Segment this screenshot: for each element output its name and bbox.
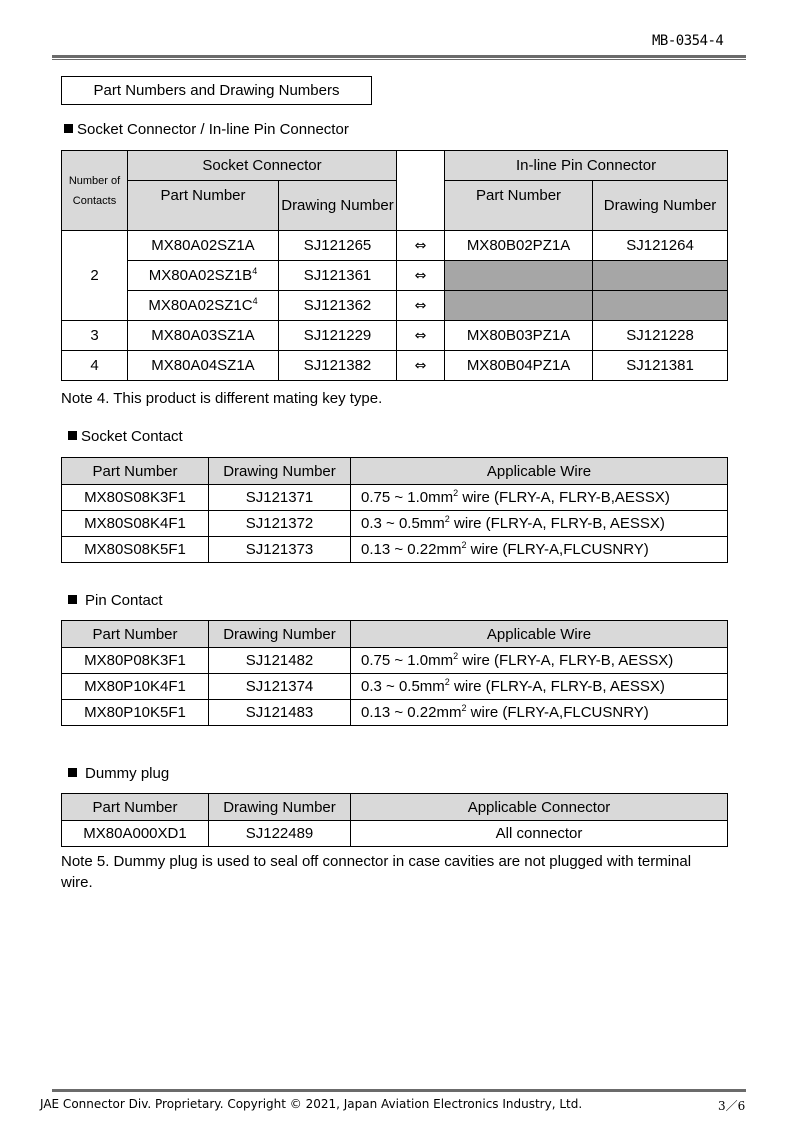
header-part-number: Part Number: [62, 458, 209, 485]
footer-rule: [52, 1089, 746, 1093]
socket-part-cell: $MX80A02SZ1B^4$: [128, 261, 279, 291]
table-row: [62, 291, 728, 321]
section-heading-socket-connector: Socket Connector / In-line Pin Connector: [64, 121, 349, 139]
header-part-number: Part Number: [62, 794, 209, 821]
table-row: [62, 351, 728, 381]
socket-contact-table: [61, 457, 728, 563]
table-row: [62, 321, 728, 351]
square-bullet-icon: [68, 431, 77, 440]
dummy-plug-table: [61, 793, 728, 847]
section-heading-socket-contact: Socket Contact: [68, 428, 183, 446]
mating-arrow-icon: ⇔: [397, 351, 445, 381]
pin-part-cell: MX80B02PZ1A: [445, 231, 593, 261]
table-row: [62, 261, 728, 291]
pin-part-cell: MX80B04PZ1A: [445, 351, 593, 381]
square-bullet-icon: [68, 768, 77, 777]
header-applicable-wire: Applicable Wire: [351, 458, 728, 485]
header-drawing-number: Drawing Number: [209, 794, 351, 821]
header-socket-drawing-number: Drawing Number: [279, 181, 397, 231]
pin-drawing-cell: SJ121228: [593, 321, 728, 351]
drawing-cell: SJ121482: [209, 648, 351, 674]
header-drawing-number: Drawing Number: [209, 621, 351, 648]
empty-pin-part-cell: [445, 261, 593, 291]
part-cell: MX80A000XD1: [62, 821, 209, 847]
part-cell: MX80P10K5F1: [62, 700, 209, 726]
socket-part-cell: MX80A02SZ1A: [128, 231, 279, 261]
section-heading-dummy-plug: Dummy plug: [68, 765, 169, 783]
wire-cell: 0.13 ~ $0.22mm^2$ wire (FLRY-A,FLCUSNRY): [351, 537, 728, 563]
header-number-of-contacts: Number of Contacts: [62, 151, 128, 231]
footer-copyright: JAE Connector Div. Proprietary. Copyright © 2021, Japan Aviation Electronics Industry, Ltd.: [40, 1097, 583, 1111]
connector-cell: All connector: [351, 821, 728, 847]
page-number: 3／6: [718, 1099, 746, 1113]
socket-part-cell: MX80A04SZ1A: [128, 351, 279, 381]
drawing-cell: SJ122489: [209, 821, 351, 847]
header-drawing-number: Drawing Number: [209, 458, 351, 485]
header-blank: [397, 151, 445, 231]
mating-arrow-icon: ⇔: [397, 291, 445, 321]
table-row: [62, 537, 728, 563]
wire-cell: 0.75 ~ $1.0mm^2$ wire (FLRY-A, FLRY-B, AESSX): [351, 648, 728, 674]
wire-cell: 0.3 ~ $0.5mm^2$ wire (FLRY-A, FLRY-B, AESSX): [351, 674, 728, 700]
drawing-cell: SJ121372: [209, 511, 351, 537]
table-row: [62, 511, 728, 537]
header-applicable-wire: Applicable Wire: [351, 621, 728, 648]
wire-cell: 0.13 ~ $0.22mm^2$ wire (FLRY-A,FLCUSNRY): [351, 700, 728, 726]
socket-drawing-cell: SJ121382: [279, 351, 397, 381]
socket-part-cell: MX80A03SZ1A: [128, 321, 279, 351]
contacts-cell: 4: [62, 351, 128, 381]
table-row: [62, 674, 728, 700]
header-socket-connector: Socket Connector: [128, 151, 397, 181]
drawing-cell: SJ121373: [209, 537, 351, 563]
table-row: [62, 231, 728, 261]
drawing-cell: SJ121371: [209, 485, 351, 511]
empty-pin-drawing-cell: [593, 291, 728, 321]
pin-part-cell: MX80B03PZ1A: [445, 321, 593, 351]
socket-connector-table: [61, 150, 728, 381]
part-cell: MX80P10K4F1: [62, 674, 209, 700]
drawing-cell: SJ121374: [209, 674, 351, 700]
table-row: [62, 485, 728, 511]
mating-arrow-icon: ⇔: [397, 231, 445, 261]
socket-drawing-cell: SJ121229: [279, 321, 397, 351]
contacts-cell: 3: [62, 321, 128, 351]
pin-contact-table: [61, 620, 728, 726]
header-pin-part-number: Part Number: [445, 181, 593, 231]
header-rule: [52, 55, 746, 60]
socket-drawing-cell: SJ121361: [279, 261, 397, 291]
socket-part-cell: $MX80A02SZ1C^4$: [128, 291, 279, 321]
wire-cell: 0.75 ~ $1.0mm^2$ wire (FLRY-A, FLRY-B,AESSX): [351, 485, 728, 511]
drawing-cell: SJ121483: [209, 700, 351, 726]
header-inline-pin-connector: In-line Pin Connector: [445, 151, 728, 181]
header-part-number: Part Number: [62, 621, 209, 648]
header-pin-drawing-number: Drawing Number: [593, 181, 728, 231]
pin-drawing-cell: SJ121264: [593, 231, 728, 261]
part-cell: MX80S08K4F1: [62, 511, 209, 537]
table-row: [62, 648, 728, 674]
pin-drawing-cell: SJ121381: [593, 351, 728, 381]
part-cell: MX80S08K3F1: [62, 485, 209, 511]
empty-pin-drawing-cell: [593, 261, 728, 291]
document-id: MB-0354-4: [652, 33, 724, 49]
page-title: Part Numbers and Drawing Numbers: [61, 76, 372, 105]
socket-drawing-cell: SJ121265: [279, 231, 397, 261]
table-row: [62, 821, 728, 847]
header-socket-part-number: Part Number: [128, 181, 279, 231]
socket-drawing-cell: SJ121362: [279, 291, 397, 321]
section-heading-pin-contact: Pin Contact: [68, 592, 163, 610]
square-bullet-icon: [68, 595, 77, 604]
empty-pin-part-cell: [445, 291, 593, 321]
wire-cell: 0.3 ~ $0.5mm^2$ wire (FLRY-A, FLRY-B, AESSX): [351, 511, 728, 537]
part-cell: MX80S08K5F1: [62, 537, 209, 563]
header-applicable-connector: Applicable Connector: [351, 794, 728, 821]
square-bullet-icon: [64, 124, 73, 133]
note-5: Note 5. Dummy plug is used to seal off connector in case cavities are not plugged with terminal wire.: [61, 853, 692, 891]
contacts-cell: 2: [62, 231, 128, 321]
note-4: Note 4. This product is different mating key type.: [61, 390, 383, 407]
mating-arrow-icon: ⇔: [397, 261, 445, 291]
table-row: [62, 700, 728, 726]
mating-arrow-icon: ⇔: [397, 321, 445, 351]
part-cell: MX80P08K3F1: [62, 648, 209, 674]
